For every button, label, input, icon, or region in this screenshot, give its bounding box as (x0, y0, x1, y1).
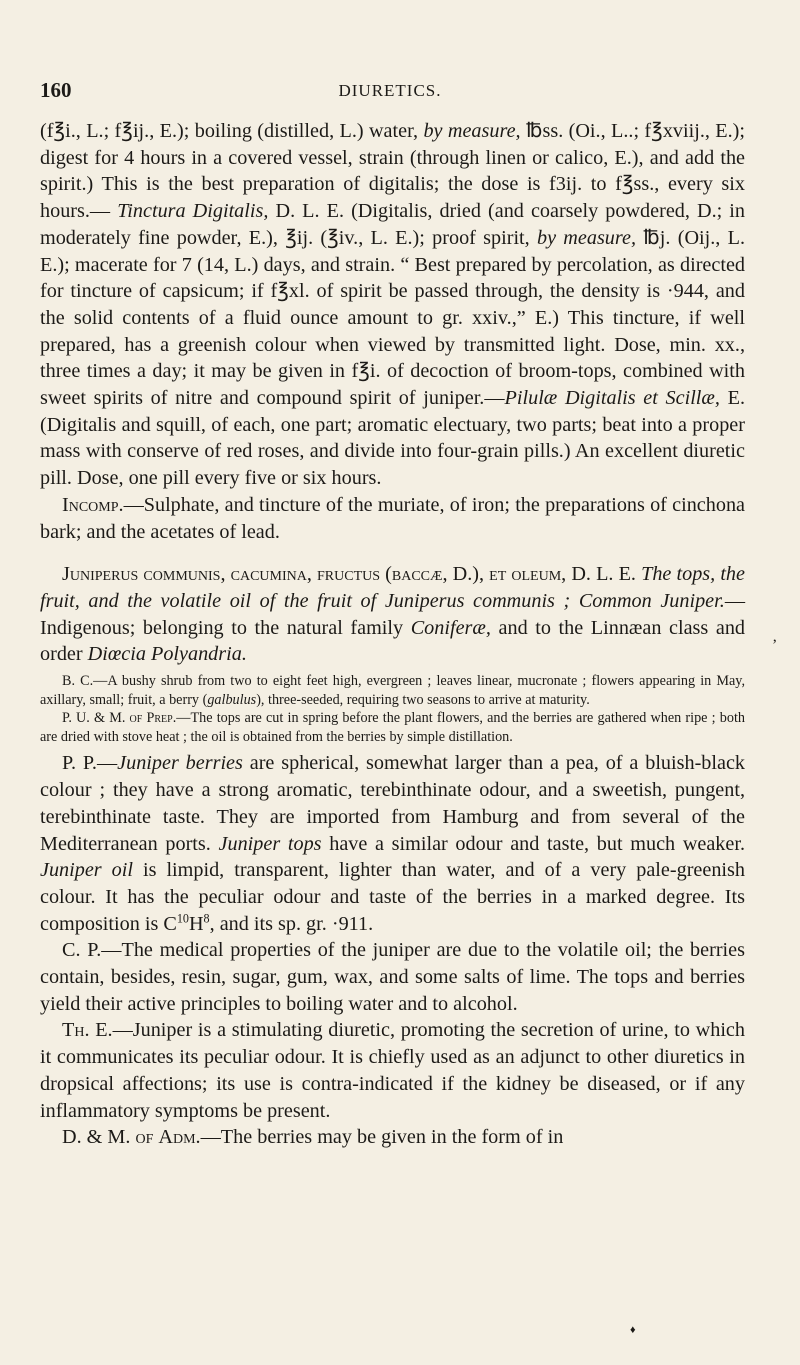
paragraph-juniper-heading (40, 561, 745, 668)
text-run-italic: galbulus (207, 691, 257, 708)
note-preparation (40, 709, 745, 746)
text-run-italic: by measure, (423, 120, 521, 142)
section-label: D. & M. (62, 1126, 131, 1149)
text-run: and to the Linnæan class and order (40, 616, 746, 666)
text-run: ℔j. (Oij., L. E.); macerate for 7 (14, L.) days, and strain. “ Best prepared by percolation, as directed for tincture of capsicum; if f℥xl. of spirit be passed through, the density is ·944, and the solid contents of a fluid ounce amount to gr. xxiv.,” E.) This tincture, if well prepared, has a greenish colour when viewed by transmitted light. Dose, min. xx., three times a day; it may be given in f℥i. of decoction of broom-tops, combined with sweet spirits of nitre and compound spirit of juniper.— (40, 226, 745, 410)
text-run: —A bushy shrub from two to eight feet high, evergreen ; leaves linear, mucronate ; flowers appearing in May, axillary, small; fruit, a berry ( (40, 673, 746, 708)
paragraph-therapeutic-effects (40, 1017, 745, 1124)
paragraph-dose-administration (40, 1124, 745, 1151)
section-label: Th. E. (62, 1019, 113, 1042)
text-run-italic: Diœcia Polyandria. (87, 643, 247, 666)
section-label: B. C. (62, 673, 94, 690)
bottom-mark: ♦ (630, 1324, 636, 1336)
text-run: (f℥i., L.; f℥ij., E.); boiling (distilled, L.) water, (40, 120, 419, 142)
text-run-italic: Juniper tops (218, 832, 322, 855)
text-run-italic: The tops, the fruit, and the volatile oil of the fruit of Juniperus communis ; Common Juniper. (40, 563, 745, 612)
section-label: Incomp. (62, 493, 124, 516)
text-run: have a similar odour and taste, but much weaker. (329, 832, 746, 855)
text-run: —Juniper is a stimulating diuretic, promoting the secretion of urine, to which it communicates its peculiar odour. It is chiefly used as an adjunct to other diuretics in dropsical affections; its use is contra-indicated if the kidney be diseased, or if any inflammatory symptoms be present. (40, 1019, 745, 1122)
margin-mark: ‚ (772, 628, 778, 645)
section-label: P. U. & M. of Prep. (62, 710, 177, 727)
section-label: P. P.— (62, 752, 118, 775)
text-run: , and its sp. gr. ·911. (209, 912, 374, 935)
text-run: E. (Digitalis and squill, of each, one part; aromatic electuary, two parts; beat into a proper mass with conserve of red roses, and divide into four-grain pills.) An excellent diuretic pill. Dose, one pill every five or six hours. (40, 387, 746, 490)
preparation-name: Tinctura Digitalis, (117, 200, 269, 223)
section-label: Adm. (158, 1126, 201, 1149)
text-run: ), three-seeded, requiring two seasons to arrive at maturity. (256, 691, 590, 708)
page-body (40, 118, 745, 1151)
superscript: 10 (176, 910, 189, 925)
text-run: —The berries may be given in the form of in (200, 1126, 564, 1149)
paragraph-incompatibles (40, 492, 745, 545)
page-header (40, 78, 740, 108)
running-head: DIURETICS. (338, 81, 442, 100)
text-run-italic: Juniper oil (40, 859, 133, 882)
text-run: is limpid, transparent, lighter than water, and of a very pale-greenish colour. It has the peculiar odour and taste of the berries in a marked degree. Its composition is C (40, 859, 745, 935)
paragraph-chemical-properties (40, 937, 745, 1017)
text-run: ℔ss. (Oi., L..; f℥xviij., E.); digest for 4 hours in a covered vessel, strain (through linen or calico, E.), and add the spirit.) This is the best preparation of digitalis; the dose is f3ij. to f℥ss., every six hours.— (40, 120, 746, 223)
text-run-italic: by measure, (536, 226, 637, 249)
text-run: H (188, 912, 204, 935)
page-number: 160 (40, 78, 72, 102)
text-run: D. L. E. (571, 563, 636, 586)
text-run-italic: Coniferæ, (410, 616, 491, 639)
text-run: —Indigenous; belonging to the natural family (40, 589, 745, 639)
note-botanical-characters (40, 672, 745, 709)
text-run: —The tops are cut in spring before the plant flowers, and the berries are gathered when ripe ; both are dried with stove heat ; the oil is obtained from the berries by simple distillation. (40, 710, 745, 745)
section-label: of (135, 1126, 154, 1149)
section-label: C. P. (62, 939, 102, 962)
text-run: —Sulphate, and tincture of the muriate, of iron; the preparations of cinchona bark; and the acetates of lead. (40, 493, 745, 543)
text-run-italic: Juniper berries (117, 752, 243, 775)
text-run: are spherical, somewhat larger than a pea, of a bluish-black colour ; they have a strong aromatic, terebinthinate odour, and a sweetish, pungent, terebinthinate taste. They are imported from Hamburg and from several of the Mediterranean ports. (40, 752, 746, 855)
drug-title: Juniperus communis, cacumina, fructus (baccæ, D.), et oleum, (62, 563, 567, 586)
paragraph-tincture-digitalis (40, 118, 745, 492)
text-run: D. L. E. (Digitalis, dried (and coarsely powdered, D.; in moderately fine powder, E.), ℥ij. (℥iv., L. E.); proof spirit, (40, 200, 745, 249)
paragraph-physical-properties (40, 750, 745, 937)
superscript: 8 (203, 910, 210, 925)
preparation-name: Pilulæ Digitalis et Scillæ, (504, 387, 720, 410)
text-run: —The medical properties of the juniper are due to the volatile oil; the berries contain, besides, resin, sugar, gum, wax, and some salts of lime. The tops and berries yield their active principles to boiling water and to alcohol. (40, 939, 745, 1015)
